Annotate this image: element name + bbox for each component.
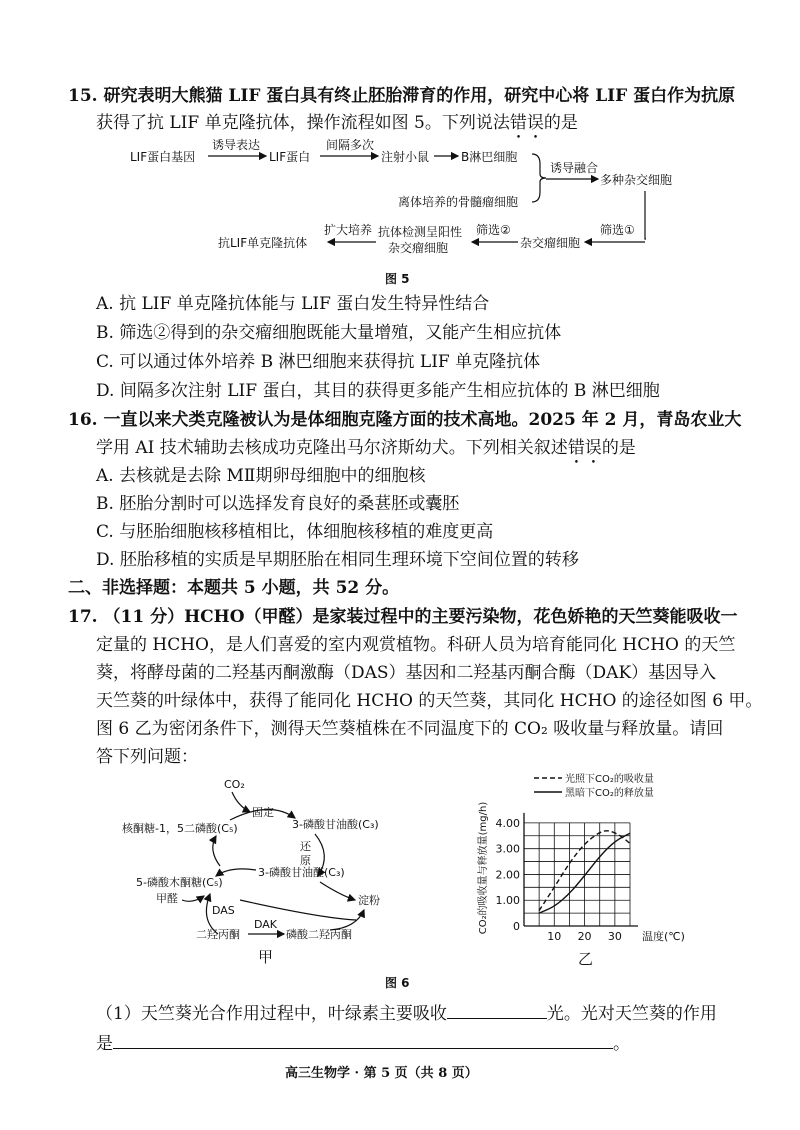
pathway-arrow: [216, 869, 256, 876]
flow-induce-fusion: 诱导融合: [550, 161, 599, 175]
flow-myeloma: 离体培养的骨髓瘤细胞: [398, 195, 519, 209]
chart-x-axis-label: 温度(℃): [642, 930, 685, 943]
flow-connector: [645, 191, 646, 239]
q16-stem-line2: 学用 AI 技术辅助去核成功克隆出马尔济斯幼犬。下列相关叙述错误的是: [96, 438, 636, 458]
pathway-reduce-1: 还: [300, 840, 311, 853]
flow-lif-protein: LIF蛋白: [269, 150, 311, 164]
flow-multi-hybrid: 多种杂交细胞: [600, 173, 673, 187]
pathway-co2: CO₂: [224, 778, 245, 791]
chart-y-tick-label: 3.00: [495, 842, 520, 856]
q16-stem-line1: 16. 一直以来犬类克隆被认为是体细胞克隆方面的技术高地。2025 年 2 月，青岛农业大: [68, 410, 742, 430]
q16-option-d: D. 胚胎移植的实质是早期胚胎在相同生理环境下空间位置的转移: [96, 550, 579, 570]
pathway-rubp: 核酮糖-1，5二磷酸(C₅): [122, 822, 238, 835]
pathway-arrow: [213, 836, 220, 866]
pathway-dha: 二羟丙酮: [196, 928, 240, 941]
flow-induce-express: 诱导表达: [212, 138, 261, 152]
pathway-formaldehyde: 甲醛: [156, 892, 178, 905]
q16-option-c: C. 与胚胎细胞核移植相比，体细胞核移植的难度更高: [96, 522, 494, 542]
flow-mab: 抗LIF单克隆抗体: [218, 236, 308, 250]
pathway-dak: DAK: [254, 918, 278, 931]
q16-option-a: A. 去核就是去除 MⅡ期卵母细胞中的细胞核: [96, 466, 426, 486]
figure5-caption: 图 5: [385, 272, 410, 286]
pathway-dhap: 磷酸二羟丙酮: [286, 928, 352, 941]
q17-stem-line6: 答下列问题：: [96, 747, 198, 767]
q15-option-a: A. 抗 LIF 单克隆抗体能与 LIF 蛋白发生特异性结合: [96, 294, 490, 314]
chart-x-tick-label: 30: [607, 930, 622, 943]
chart-y-tick-label: 1.00: [495, 894, 520, 908]
flow-expand: 扩大培养: [324, 223, 373, 237]
q17-sub1-line1: （1）天竺葵光合作用过程中，叶绿素主要吸收 光。光对天竺葵的作用: [96, 1000, 717, 1026]
pathway-starch: 淀粉: [358, 894, 380, 907]
pathway-das: DAS: [212, 904, 235, 917]
q17-sub1-line2: 是 。: [96, 1030, 630, 1056]
flow-screen2: 筛选②: [476, 223, 511, 237]
page-footer: 高三生物学 · 第 5 页（共 8 页）: [285, 1066, 478, 1081]
flow-positive-1: 抗体检测呈阳性: [378, 225, 463, 239]
pathway-reduce-2: 原: [300, 854, 311, 867]
q17-stem-line5: 图 6 乙为密闭条件下，测得天竺葵植株在不同温度下的 CO₂ 吸收量与释放量。请回: [96, 719, 724, 739]
q17-stem-line1: 17. （11 分）HCHO（甲醛）是家装过程中的主要污染物，花色娇艳的天竺葵能吸收一: [68, 607, 738, 627]
answer-blank[interactable]: [447, 1000, 547, 1019]
q16-option-b: B. 胚胎分割时可以选择发育良好的桑葚胚或囊胚: [96, 494, 460, 514]
pathway-label: 甲: [258, 948, 274, 966]
flow-hybridoma: 杂交瘤细胞: [520, 236, 581, 250]
q15-stem-line1: 15. 研究表明大熊猫 LIF 蛋白具有终止胚胎滞育的作用，研究中心将 LIF 蛋白作为抗原: [68, 86, 736, 106]
flow-screen1: 筛选①: [600, 223, 635, 237]
pathway-fix: 固定: [252, 806, 274, 819]
pathway-arrow: [330, 910, 364, 930]
chart-y-tick-label: 2.00: [495, 868, 520, 882]
chart-x-tick-label: 20: [577, 930, 592, 943]
chart-legend-entry: 光照下CO₂的吸收量: [565, 774, 654, 785]
q17-stem-line3: 葵，将酵母菌的二羟基丙酮激酶（DAS）基因和二羟基丙酮合酶（DAK）基因导入: [96, 663, 717, 683]
q15-option-b: B. 筛选②得到的杂交瘤细胞既能大量增殖，又能产生相应抗体: [96, 323, 562, 343]
chart-y-tick-label: 0: [513, 920, 520, 933]
chart-x-tick-label: 10: [547, 930, 562, 943]
flow-b-cell: B淋巴细胞: [461, 150, 518, 164]
emphasis-word: 错误: [567, 438, 602, 458]
chart-y-axis-label: CO₂的吸收量与释放量(mg/h): [478, 801, 489, 935]
figure6-chart: [470, 770, 720, 970]
pathway-arrow: [232, 792, 250, 812]
q17-stem-line4: 天竺葵的叶绿体中，获得了能同化 HCHO 的天竺葵，其同化 HCHO 的途径如图 6 甲。: [96, 691, 763, 711]
emphasis-word: 错误: [509, 113, 544, 133]
chart-y-tick-label: 4.00: [495, 816, 520, 830]
flow-brace: [532, 154, 546, 202]
flow-multi-interval: 间隔多次: [326, 138, 375, 152]
q15-option-c: C. 可以通过体外培养 B 淋巴细胞来获得抗 LIF 单克隆抗体: [96, 352, 541, 372]
flow-inject: 注射小鼠: [381, 150, 430, 164]
section2-heading: 二、非选择题：本题共 5 小题，共 52 分。: [68, 578, 400, 598]
pathway-arrow: [240, 900, 356, 920]
figure6-pathway-diagram: [120, 770, 420, 970]
q17-stem-line2: 定量的 HCHO，是人们喜爱的室内观赏植物。科研人员为培育能同化 HCHO 的天竺: [96, 635, 736, 655]
figure6-caption: 图 6: [385, 976, 410, 990]
q15-stem-line2: 获得了抗 LIF 单克隆抗体，操作流程如图 5。下列说法错误的是: [96, 113, 578, 133]
figure5-flowchart: [120, 136, 680, 266]
flow-positive-2: 杂交瘤细胞: [388, 241, 449, 255]
q15-option-d: D. 间隔多次注射 LIF 蛋白，其目的获得更多能产生相应抗体的 B 淋巴细胞: [96, 381, 660, 401]
pathway-ru5p: 5-磷酸木酮糖(C₅): [136, 876, 223, 889]
chart-legend-entry: 黑暗下CO₂的释放量: [565, 788, 654, 799]
answer-blank[interactable]: [113, 1030, 613, 1049]
chart-label: 乙: [578, 950, 594, 968]
pathway-arrow: [320, 882, 355, 900]
pathway-arrow: [182, 896, 204, 901]
flow-lif-gene: LIF蛋白基因: [130, 150, 196, 164]
pathway-g3p: 3-磷酸甘油醛(C₃): [258, 866, 345, 879]
pathway-pga: 3-磷酸甘油酸(C₃): [292, 818, 379, 831]
